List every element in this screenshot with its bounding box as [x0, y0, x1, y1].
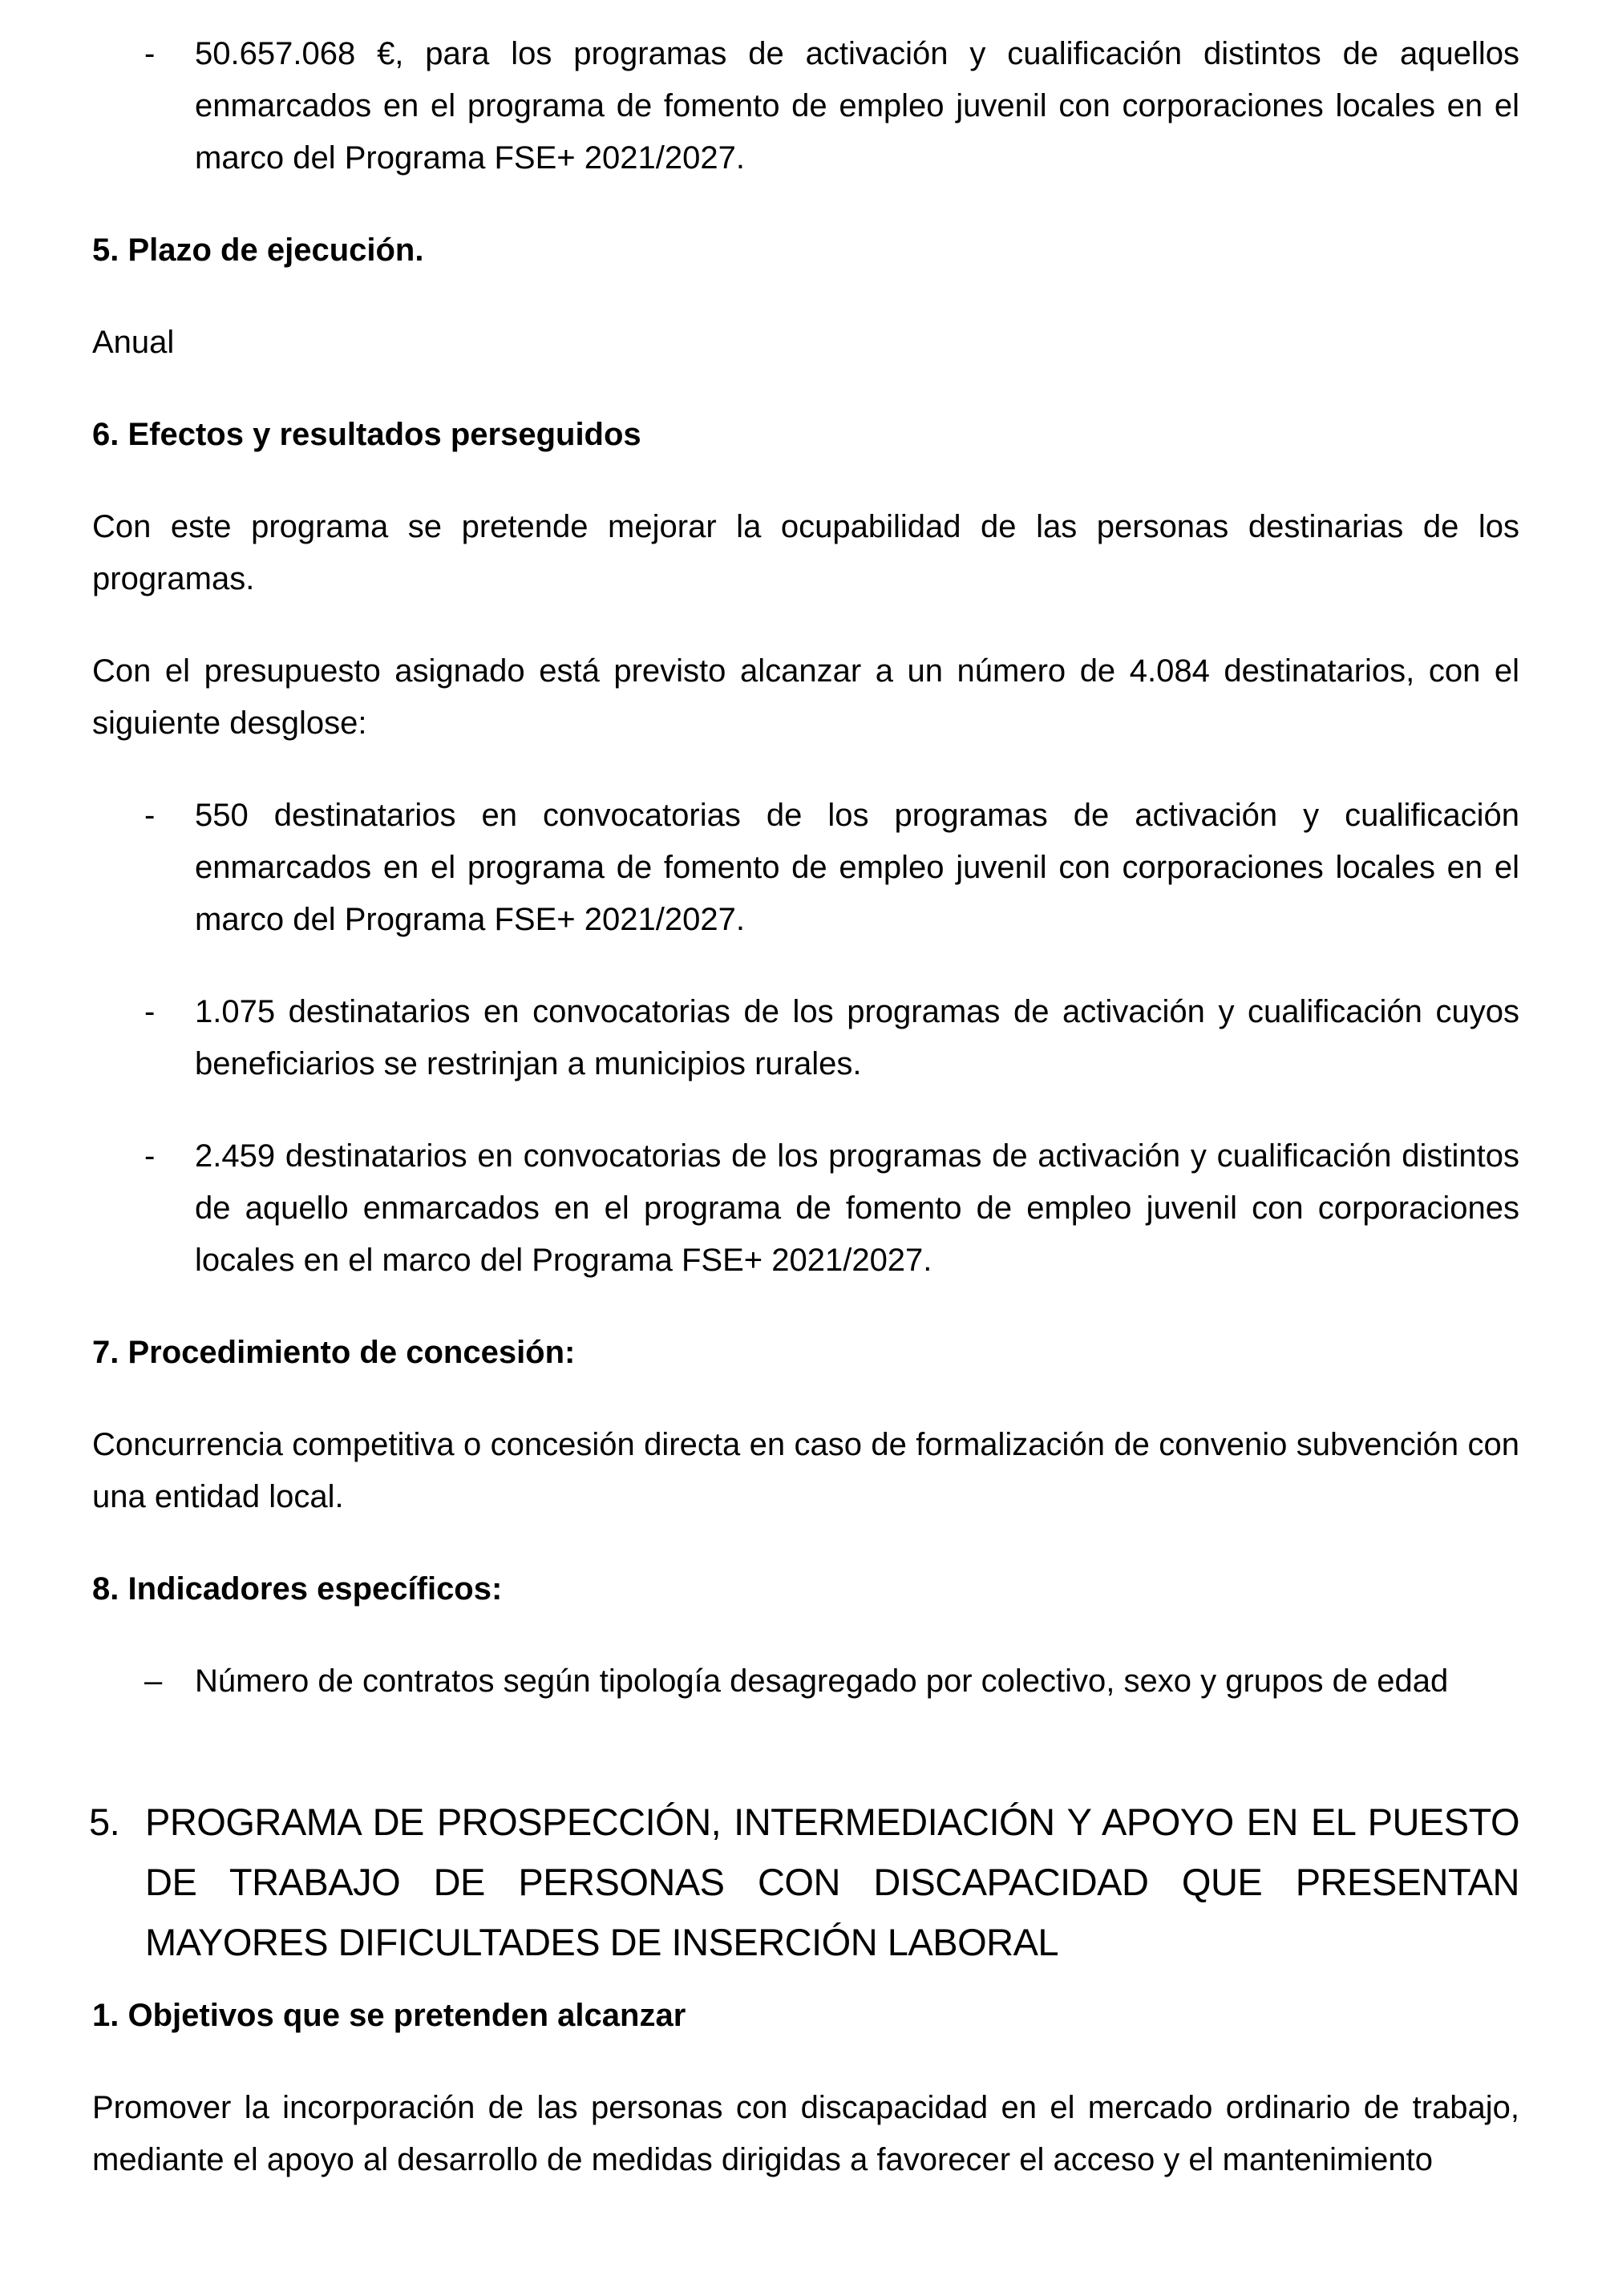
- list-item-2459-destinatarios: [92, 1130, 1519, 1287]
- section-heading-text: PROGRAMA DE PROSPECCIÓN, INTERMEDIACIÓN Y APOYO EN EL PUESTO DE TRABAJO DE PERSONAS CON DISCAPACIDAD QUE PRESENTAN MAYORES DIFICULTADES DE INSERCIÓN LABORAL: [145, 1801, 1519, 1963]
- heading-plazo-de-ejecucion: 5. Plazo de ejecución.: [92, 232, 424, 268]
- paragraph-ocupabilidad: Con este programa se pretende mejorar la ocupabilidad de las personas destinarias de los programas.: [92, 509, 1519, 596]
- heading-indicadores-especificos: 8. Indicadores específicos:: [92, 1571, 503, 1607]
- list-item-text: 550 destinatarios en convocatorias de los programas de activación y cualificación enmarcados en el programa de fomento de empleo juvenil con corporaciones locales en el marco del Programa FSE+ 2021/2027.: [195, 798, 1519, 937]
- list-item-budget-fse: [92, 28, 1519, 184]
- heading-efectos-y-resultados: 6. Efectos y resultados perseguidos: [92, 417, 641, 452]
- list-item-550-destinatarios: [92, 790, 1519, 946]
- list-item-text: Número de contratos según tipología desagregado por colectivo, sexo y grupos de edad: [195, 1663, 1449, 1699]
- list-item-text: 2.459 destinatarios en convocatorias de los programas de activación y cualificación distintos de aquello enmarcados en el programa de fomento de empleo juvenil con corporaciones locales en el marco del Programa FSE+ 2021/2027.: [195, 1138, 1519, 1278]
- paragraph-anual: Anual: [92, 325, 175, 360]
- heading-procedimiento-concesion: 7. Procedimiento de concesión:: [92, 1335, 576, 1370]
- paragraph-concurrencia-competitiva: Concurrencia competitiva o concesión directa en caso de formalización de convenio subvención con una entidad local.: [92, 1427, 1519, 1514]
- bullet-dash-marker: -: [144, 798, 156, 833]
- bullet-endash-marker: –: [144, 1663, 163, 1699]
- list-item-text: 1.075 destinatarios en convocatorias de los programas de activación y cualificación cuyos beneficiarios se restrinjan a municipios rurales.: [195, 994, 1519, 1081]
- section-heading-programa-prospeccion: [89, 1792, 1519, 1972]
- bullet-dash-marker: -: [144, 994, 156, 1029]
- bullet-dash-marker: -: [144, 1138, 156, 1174]
- paragraph-presupuesto-destinatarios: Con el presupuesto asignado está previsto alcanzar a un número de 4.084 destinatarios, con el siguiente desglose:: [92, 653, 1519, 741]
- heading-objetivos-alcanzar: 1. Objetivos que se pretenden alcanzar: [92, 1998, 686, 2033]
- list-item-text: 50.657.068 €, para los programas de activación y cualificación distintos de aquellos enmarcados en el programa de fomento de empleo juvenil con corporaciones locales en el marco del Programa FSE+ 2021/2027.: [195, 36, 1519, 176]
- section-number-marker: 5.: [89, 1801, 120, 1843]
- list-item-numero-contratos: [92, 1655, 1519, 1708]
- bullet-dash-marker: -: [144, 36, 156, 71]
- paragraph-promover-incorporacion: Promover la incorporación de las personas con discapacidad en el mercado ordinario de trabajo, mediante el apoyo al desarrollo de medidas dirigidas a favorecer el acceso y el mantenimiento: [92, 2090, 1519, 2177]
- list-item-1075-destinatarios: [92, 986, 1519, 1090]
